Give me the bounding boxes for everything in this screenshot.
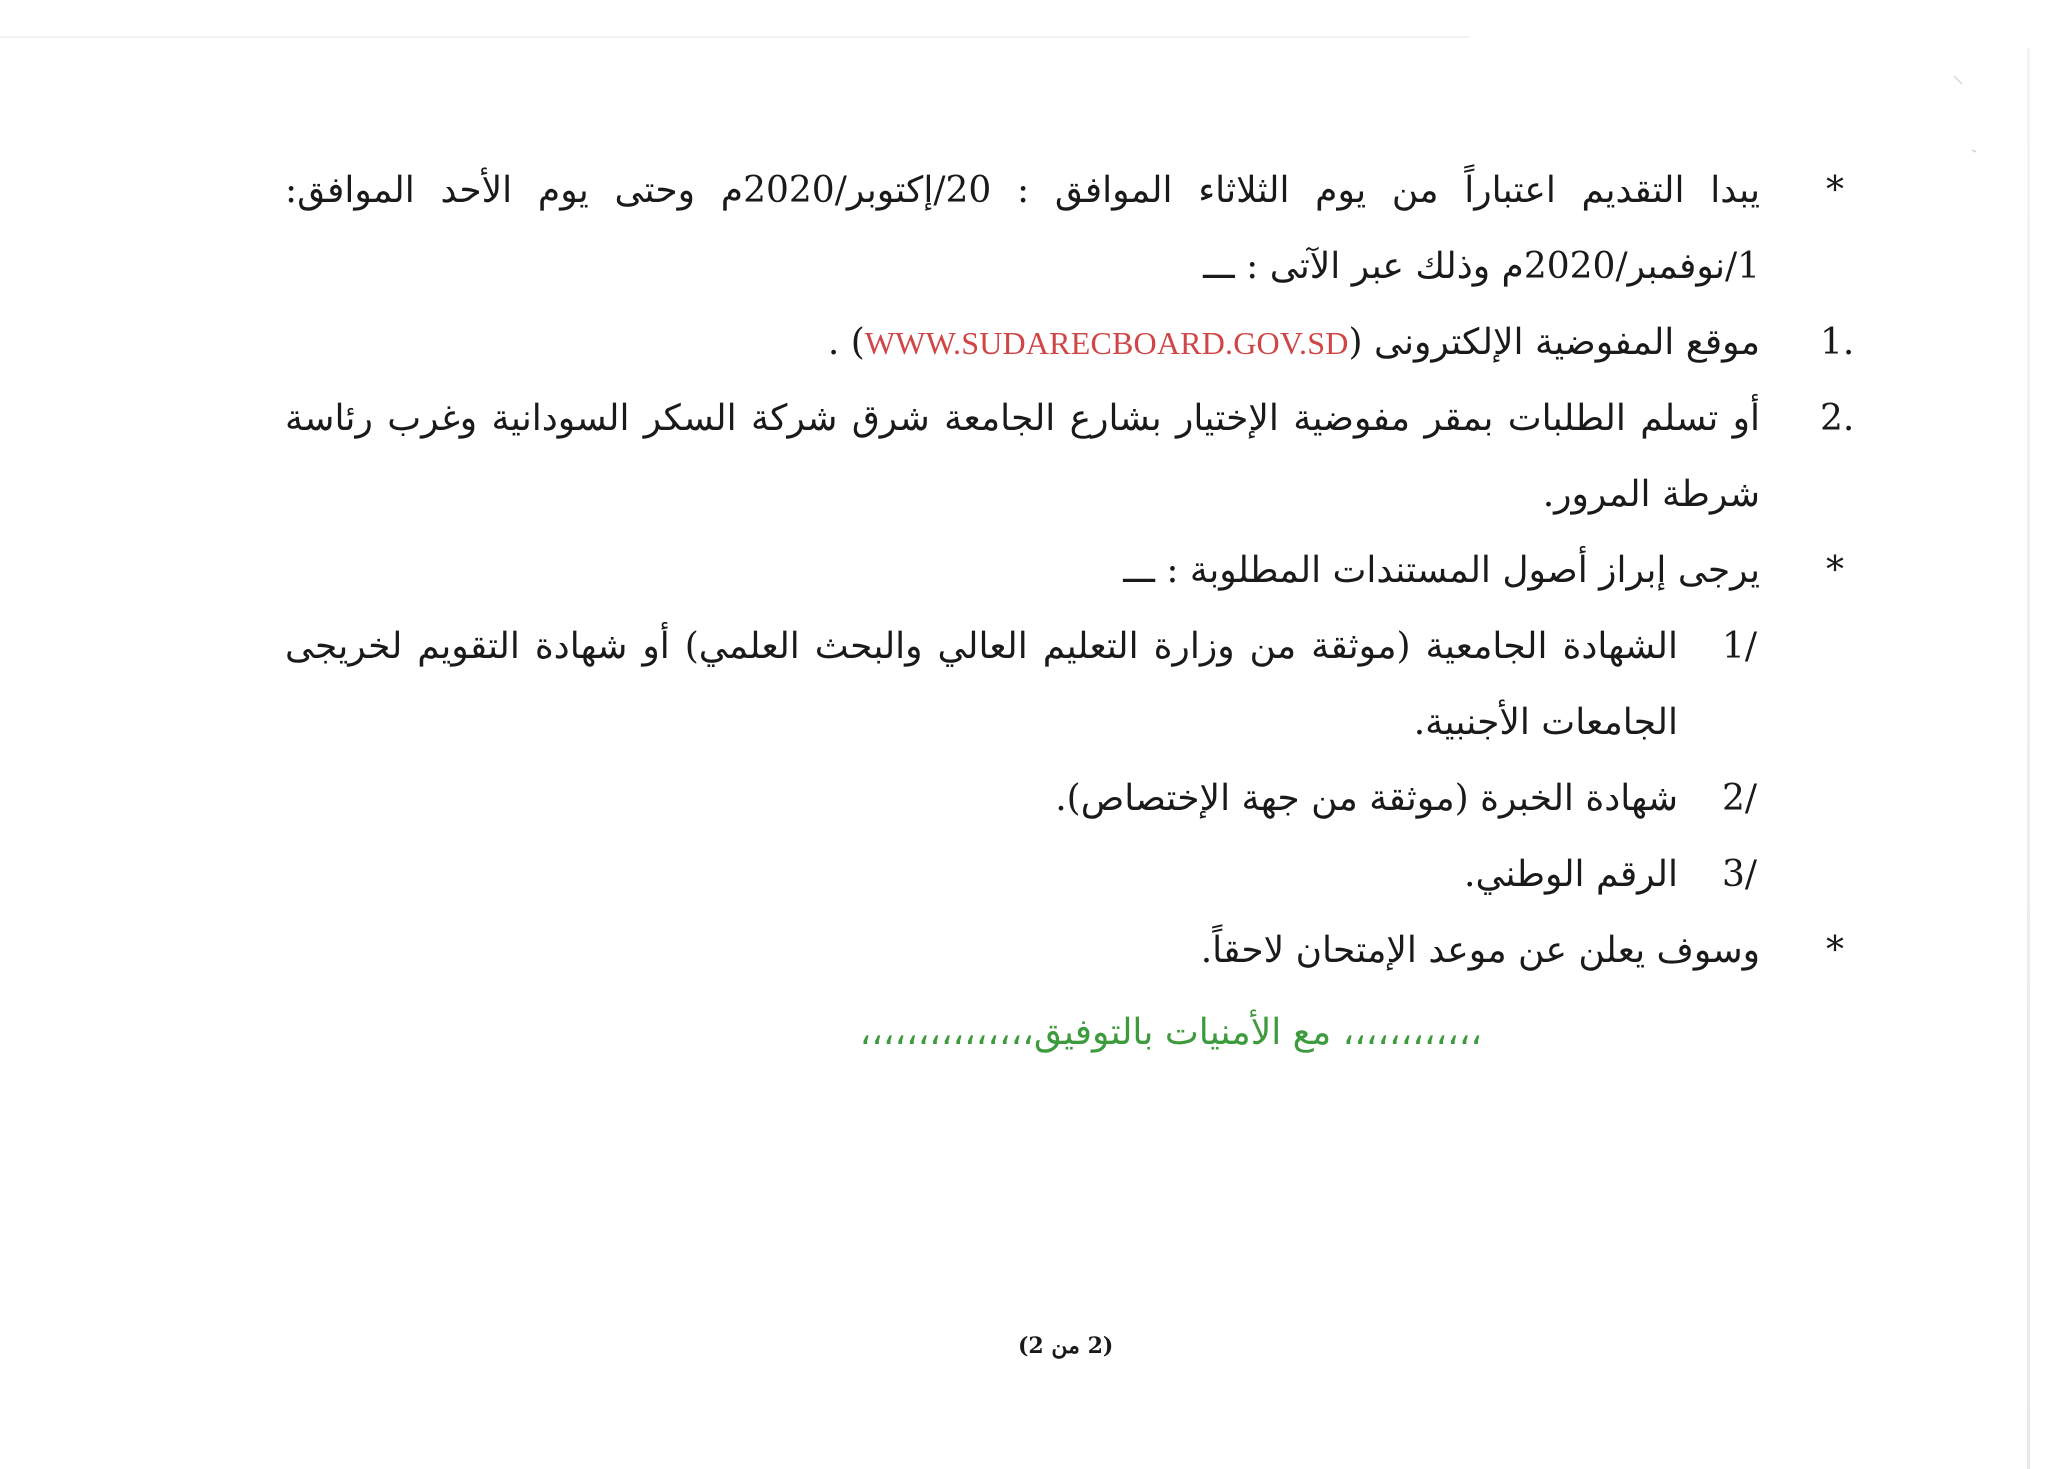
list-item-office-delivery-line-1: أو تسلم الطلبات بمقر مفوضية الإختيار بشارع الجامعة شرق شركة السكر السودانية وغرب رئاسة [285, 398, 1760, 439]
document-university-certificate-line-1: الشهادة الجامعية (موثقة من وزارة التعليم العالي والبحث العلمي) أو شهادة التقويم لخريجى [285, 626, 1678, 667]
list-item-website [828, 320, 1760, 366]
list-number-2: 2. [1820, 398, 1855, 439]
website-link[interactable]: WWW.SUDARECBOARD.GOV.SD [864, 325, 1349, 361]
document-national-number: الرقم الوطني. [1464, 854, 1678, 895]
document-university-certificate-line-2: الجامعات الأجنبية. [1413, 702, 1678, 743]
scan-speck-icon [1950, 72, 1980, 162]
website-suffix: ) . [827, 322, 865, 363]
bullet-star: * [1826, 550, 1844, 591]
paragraph-application-period-line-2: 1/نوفمبر/2020م وذلك عبر الآتى : ـــ [1203, 246, 1760, 287]
closing-wishes: ،،،،،،،،،،،، مع الأمنيات بالتوفيق،،،،،،،،،،،،،،، [859, 1012, 1482, 1053]
exam-date-notice: وسوف يعلن عن موعد الإمتحان لاحقاً. [1200, 930, 1760, 971]
document-experience-certificate: شهادة الخبرة (موثقة من جهة الإختصاص). [1055, 778, 1678, 819]
scan-right-edge [2027, 48, 2030, 1469]
paragraph-application-period-line-1: يبدا التقديم اعتباراً من يوم الثلاثاء الموافق : 20/إكتوبر/2020م وحتى يوم الأحد الموافق: [285, 170, 1760, 211]
scan-top-edge [0, 36, 1470, 38]
list-item-office-delivery-line-2: شرطة المرور. [1542, 474, 1760, 515]
document-number-1: 1/ [1722, 626, 1758, 667]
website-label: موقع المفوضية الإلكترونى ( [1348, 322, 1760, 363]
page-number: (2 من 2) [1018, 1333, 1114, 1359]
bullet-star: * [1826, 170, 1844, 211]
document-number-3: 3/ [1722, 854, 1758, 895]
document-number-2: 2/ [1722, 778, 1758, 819]
list-number-1: 1. [1820, 322, 1855, 363]
required-documents-heading: يرجى إبراز أصول المستندات المطلوبة : ـــ [1123, 550, 1760, 591]
bullet-star: * [1826, 930, 1844, 971]
